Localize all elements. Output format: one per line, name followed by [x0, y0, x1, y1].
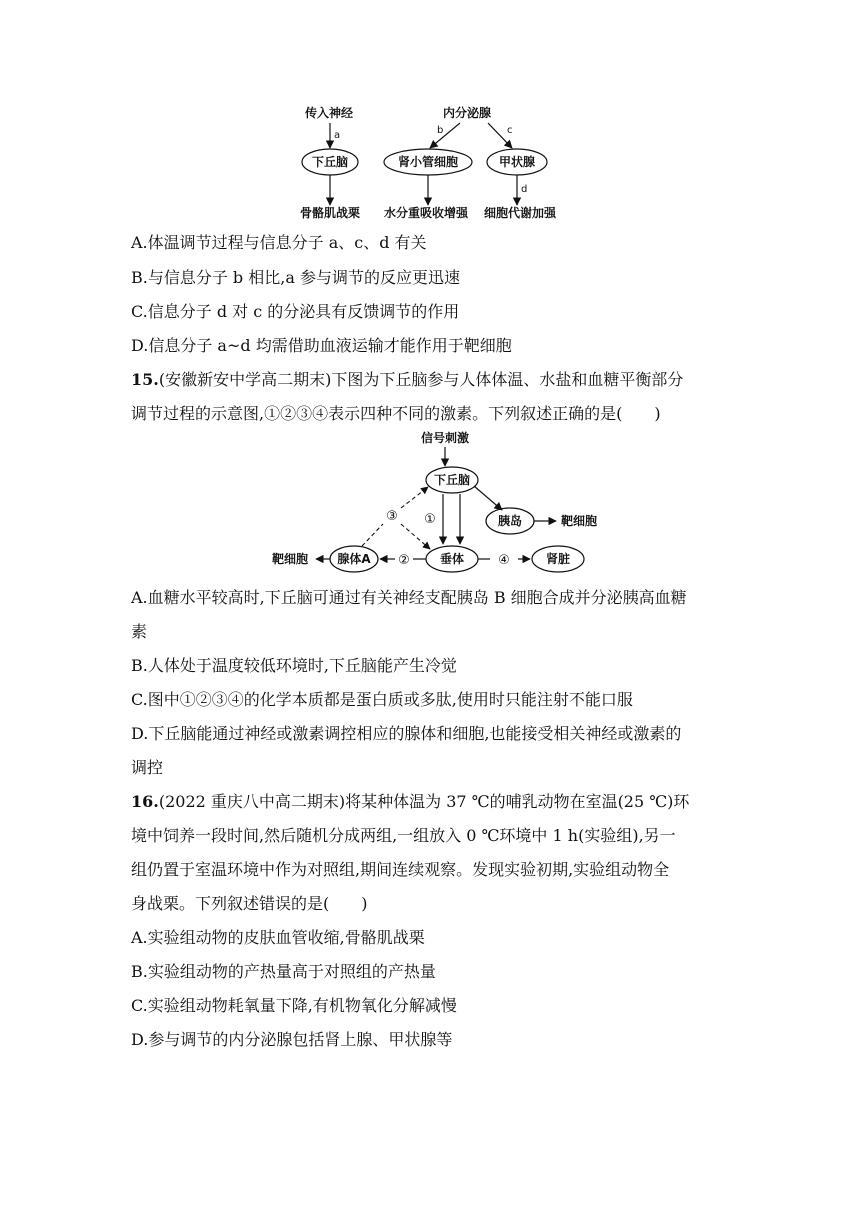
q15-stem-text1: (安徽新安中学高二期末)下图为下丘脑参与人体体温、水盐和血糖平衡部分	[158, 370, 684, 389]
q16-option-d: D.参与调节的内分泌腺包括肾上腺、甲状腺等	[131, 1030, 453, 1049]
q16-stem-line4: 身战栗。下列叙述错误的是( )	[131, 894, 368, 913]
dash-gland-to-3	[362, 524, 383, 546]
label-hormone-4: ④	[498, 553, 510, 568]
dash-3-to-hypothalamus	[401, 487, 428, 508]
label-endocrine-gland: 内分泌腺	[443, 106, 492, 120]
q15-stem-line1	[131, 370, 683, 390]
q15-option-c: C.图中①②③④的化学本质都是蛋白质或多肽,使用时只能注射不能口服	[131, 690, 633, 709]
output-water-reabsorption: 水分重吸收增强	[383, 206, 469, 220]
label-hormone-2: ②	[398, 553, 410, 568]
q15-option-a-line1: A.血糖水平较高时,下丘脑可通过有关神经支配胰岛 B 细胞合成并分泌胰高血糖	[131, 588, 687, 607]
label-afferent-nerve: 传入神经	[305, 106, 354, 120]
node-islet-label: 胰岛	[497, 514, 523, 528]
node-gland-a-label: 腺体A	[337, 552, 371, 566]
label-hormone-1: ①	[424, 512, 436, 527]
q14-option-b: B.与信息分子 b 相比,a 参与调节的反应更迅速	[131, 268, 460, 287]
label-target-cell-left: 靶细胞	[272, 552, 309, 566]
q16-option-b: B.实验组动物的产热量高于对照组的产热量	[131, 962, 436, 981]
q15-option-b: B.人体处于温度较低环境时,下丘脑能产生冷觉	[131, 656, 457, 675]
label-signal-stimulus: 信号刺激	[420, 431, 470, 445]
label-target-cell-right: 靶细胞	[561, 514, 598, 528]
edge-label-a: a	[334, 130, 341, 141]
diagram-hypothalamus-regulation	[0, 428, 860, 588]
label-hormone-3: ③	[386, 509, 398, 524]
q14-option-d: D.信息分子 a~d 均需借助血液运输才能作用于靶细胞	[131, 336, 512, 355]
q15-number: 15.	[131, 370, 159, 389]
q14-option-a: A.体温调节过程与信息分子 a、c、d 有关	[131, 233, 427, 252]
q16-stem-line3: 组仍置于室温环境中作为对照组,期间连续观察。发现实验初期,实验组动物全	[131, 860, 670, 879]
q15-option-a-line2: 素	[131, 622, 148, 641]
node-kidney-label: 肾脏	[545, 552, 571, 566]
q16-stem-line2: 境中饲养一段时间,然后随机分成两组,一组放入 0 ℃环境中 1 h(实验组),另一	[131, 826, 676, 845]
node-pituitary-label: 垂体	[439, 552, 465, 566]
diagram-nerve-endocrine	[0, 0, 860, 225]
node-kidney-tubule-cell-label: 肾小管细胞	[397, 155, 459, 169]
q16-number: 16.	[131, 792, 159, 811]
edge-label-c: c	[507, 125, 513, 136]
q15-option-d-line1: D.下丘脑能通过神经或激素调控相应的腺体和细胞,也能接受相关神经或激素的	[131, 724, 682, 743]
edge-label-b: b	[437, 125, 444, 136]
q16-stem-line1	[131, 792, 689, 812]
edge-label-d: d	[521, 184, 528, 195]
q14-option-c: C.信息分子 d 对 c 的分泌具有反馈调节的作用	[131, 302, 460, 321]
q16-option-c: C.实验组动物耗氧量下降,有机物氧化分解减慢	[131, 996, 457, 1015]
node-thyroid-label: 甲状腺	[498, 155, 536, 169]
node-hypothalamus-label: 下丘脑	[311, 155, 349, 169]
q16-option-a: A.实验组动物的皮肤血管收缩,骨骼肌战栗	[131, 928, 425, 947]
arrow-b	[430, 123, 460, 148]
arrow-to-islet	[474, 486, 502, 510]
dash-3-to-pituitary	[401, 524, 430, 549]
q15-stem-line2: 调节过程的示意图,①②③④表示四种不同的激素。下列叙述正确的是( )	[131, 404, 661, 423]
q16-stem-text1: (2022 重庆八中高二期末)将某种体温为 37 ℃的哺乳动物在室温(25 ℃)环	[158, 792, 690, 811]
q15-option-d-line2: 调控	[131, 758, 164, 777]
node-hypothalamus-2-label: 下丘脑	[433, 473, 471, 487]
output-cell-metabolism: 细胞代谢加强	[483, 206, 557, 220]
output-muscle-shiver: 骨骼肌战栗	[299, 206, 361, 220]
